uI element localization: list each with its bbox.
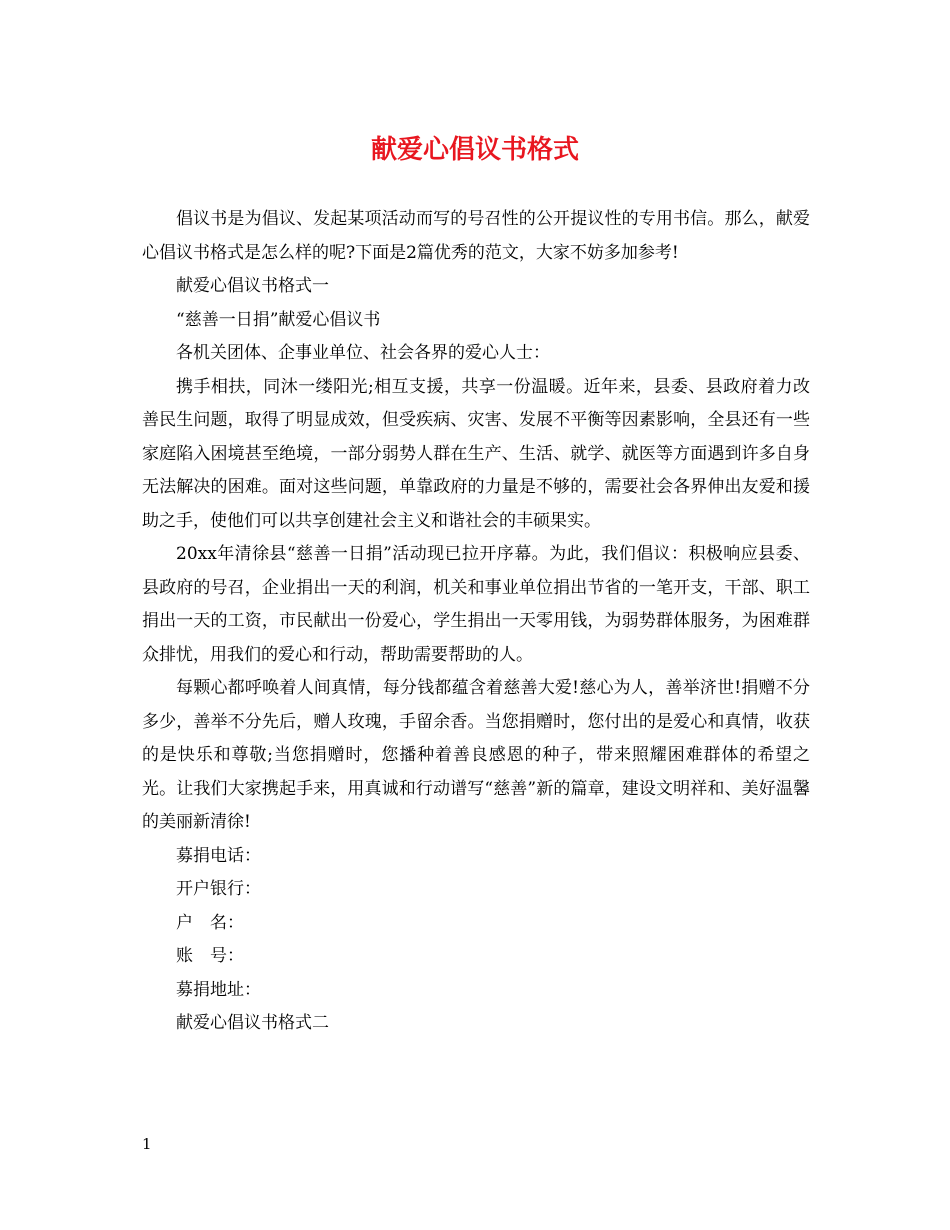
salutation: 各机关团体、企事业单位、社会各界的爱心人士： (176, 343, 550, 363)
account-number-label: 账 号： (176, 946, 244, 966)
page-number: 1 (142, 1135, 152, 1153)
donation-address-label: 募捐地址： (176, 979, 261, 1000)
bank-label: 开户银行： (176, 879, 261, 899)
intro-paragraph: 倡议书是为倡议、发起某项活动而写的号召性的公开提议性的专用书信。那么，献爱心倡议书格式是怎么样的呢?下面是2篇优秀的范文，大家不妨多加参考! (142, 209, 810, 263)
section-two-heading: 献爱心倡议书格式二 (176, 1013, 329, 1033)
account-name-label: 户 名： (176, 912, 244, 933)
letter-title: “慈善一日捐”献爱心倡议书 (176, 309, 381, 330)
donation-phone-label: 募捐电话： (176, 845, 261, 866)
body-paragraph: 携手相扶，同沐一缕阳光;相互支援，共享一份温暖。近年来，县委、县政府着力改善民生问题，取得了明显成效，但受疾病、灾害、发展不平衡等因素影响，全县还有一些家庭陷入困境甚至绝境，一部分弱势人群在生产、生活、就学、就医等方面遇到许多自身无法解决的困难。面对这些问题，单靠政府的力量是不够的，需要社会各界伸出友爱和援助之手，使他们可以共享创建社会主义和谐社会的丰硕果实。 (142, 376, 810, 531)
body-paragraph: 每颗心都呼唤着人间真情，每分钱都蕴含着慈善大爱!慈心为人，善举济世!捐赠不分多少，善举不分先后，赠人玫瑰，手留余香。当您捐赠时，您付出的是爱心和真情，收获的是快乐和尊敬;当您捐赠时，您播种着善良感恩的种子，带来照耀困难群体的希望之光。让我们大家携起手来，用真诚和行动谱写“慈善”新的篇章，建设文明祥和、美好温馨的美丽新清徐! (142, 678, 810, 832)
document-body (142, 203, 810, 1041)
body-paragraph: 20xx年清徐县“慈善一日捐”活动现已拉开序幕。为此，我们倡议：积极响应县委、县政府的号召，企业捐出一天的利润，机关和事业单位捐出节省的一笔开支，干部、职工捐出一天的工资，市民献出一份爱心，学生捐出一天零用钱，为弱势群体服务，为困难群众排忧，用我们的爱心和行动，帮助需要帮助的人。 (142, 544, 810, 665)
document-title: 献爱心倡议书格式 (370, 135, 579, 165)
section-one-heading: 献爱心倡议书格式一 (176, 276, 329, 296)
